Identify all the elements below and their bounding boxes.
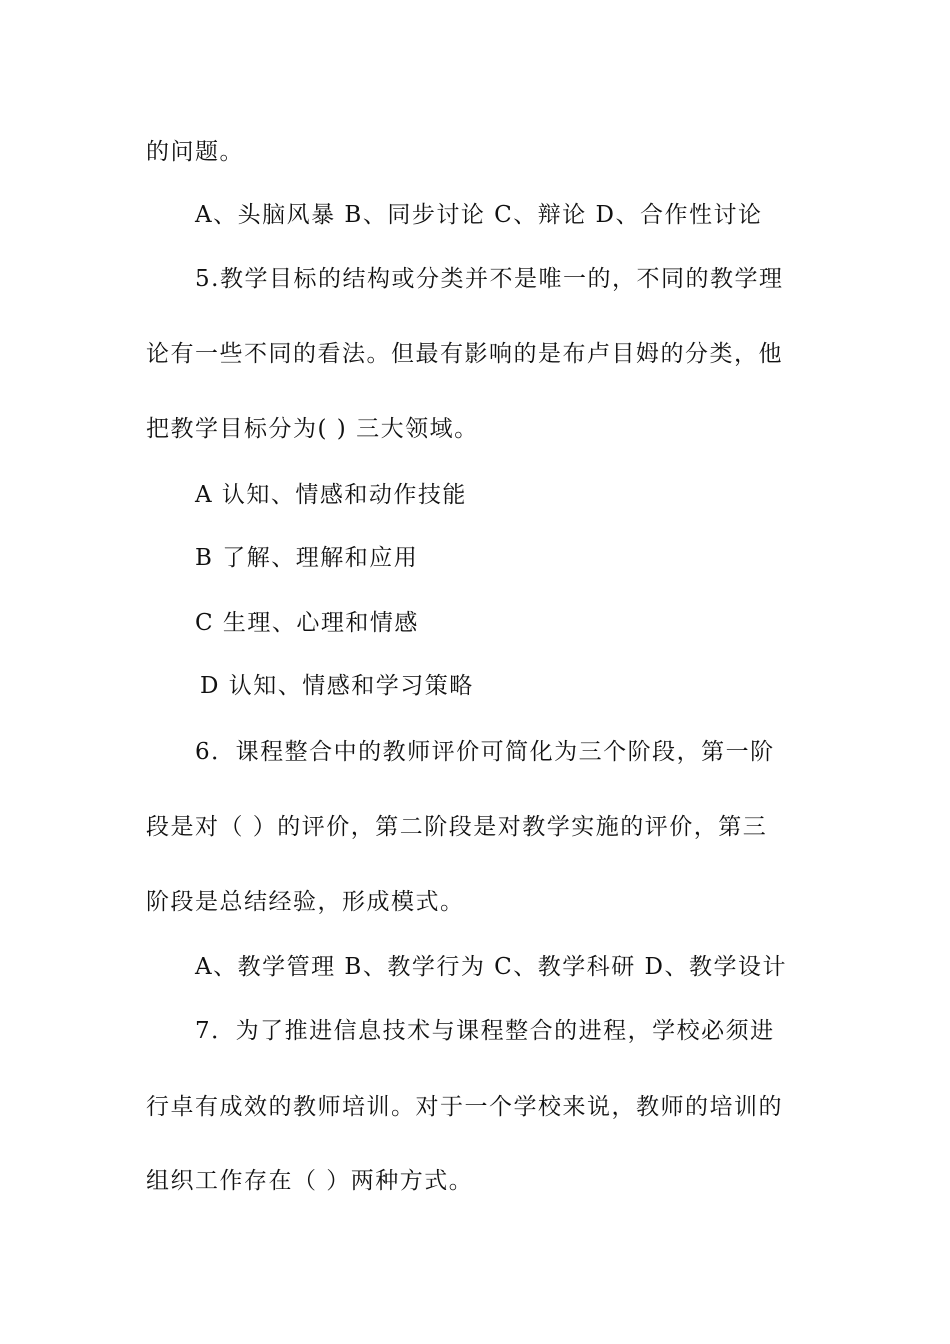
question-7-line-3: 组织工作存在（ ）两种方式。 (146, 1168, 474, 1194)
question-6-line-2: 段是对（ ）的评价，第二阶段是对教学实施的评价，第三 (146, 814, 768, 840)
options-q6: A、教学管理 B、教学行为 C、教学科研 D、教学设计 (195, 954, 787, 980)
option-q5-b: B 了解、理解和应用 (195, 545, 419, 571)
option-q5-d: D 认知、情感和学习策略 (200, 673, 474, 699)
question-5-line-3: 把教学目标分为( ) 三大领域。 (146, 416, 479, 442)
question-6-line-1: 6．课程整合中的教师评价可简化为三个阶段，第一阶 (195, 739, 775, 765)
text-line-continuation: 的问题。 (146, 139, 244, 165)
question-6-line-3: 阶段是总结经验，形成模式。 (146, 889, 465, 915)
question-5-line-2: 论有一些不同的看法。但最有影响的是布卢目姆的分类，他 (146, 341, 783, 367)
option-q5-a: A 认知、情感和动作技能 (195, 482, 467, 508)
options-q4: A、头脑风暴 B、同步讨论 C、辩论 D、合作性讨论 (195, 202, 763, 228)
question-7-line-1: 7．为了推进信息技术与课程整合的进程，学校必须进 (195, 1018, 775, 1044)
option-q5-c: C 生理、心理和情感 (195, 610, 419, 636)
question-5-line-1: 5.教学目标的结构或分类并不是唯一的，不同的教学理 (195, 266, 784, 292)
question-7-line-2: 行卓有成效的教师培训。对于一个学校来说，教师的培训的 (146, 1094, 783, 1120)
